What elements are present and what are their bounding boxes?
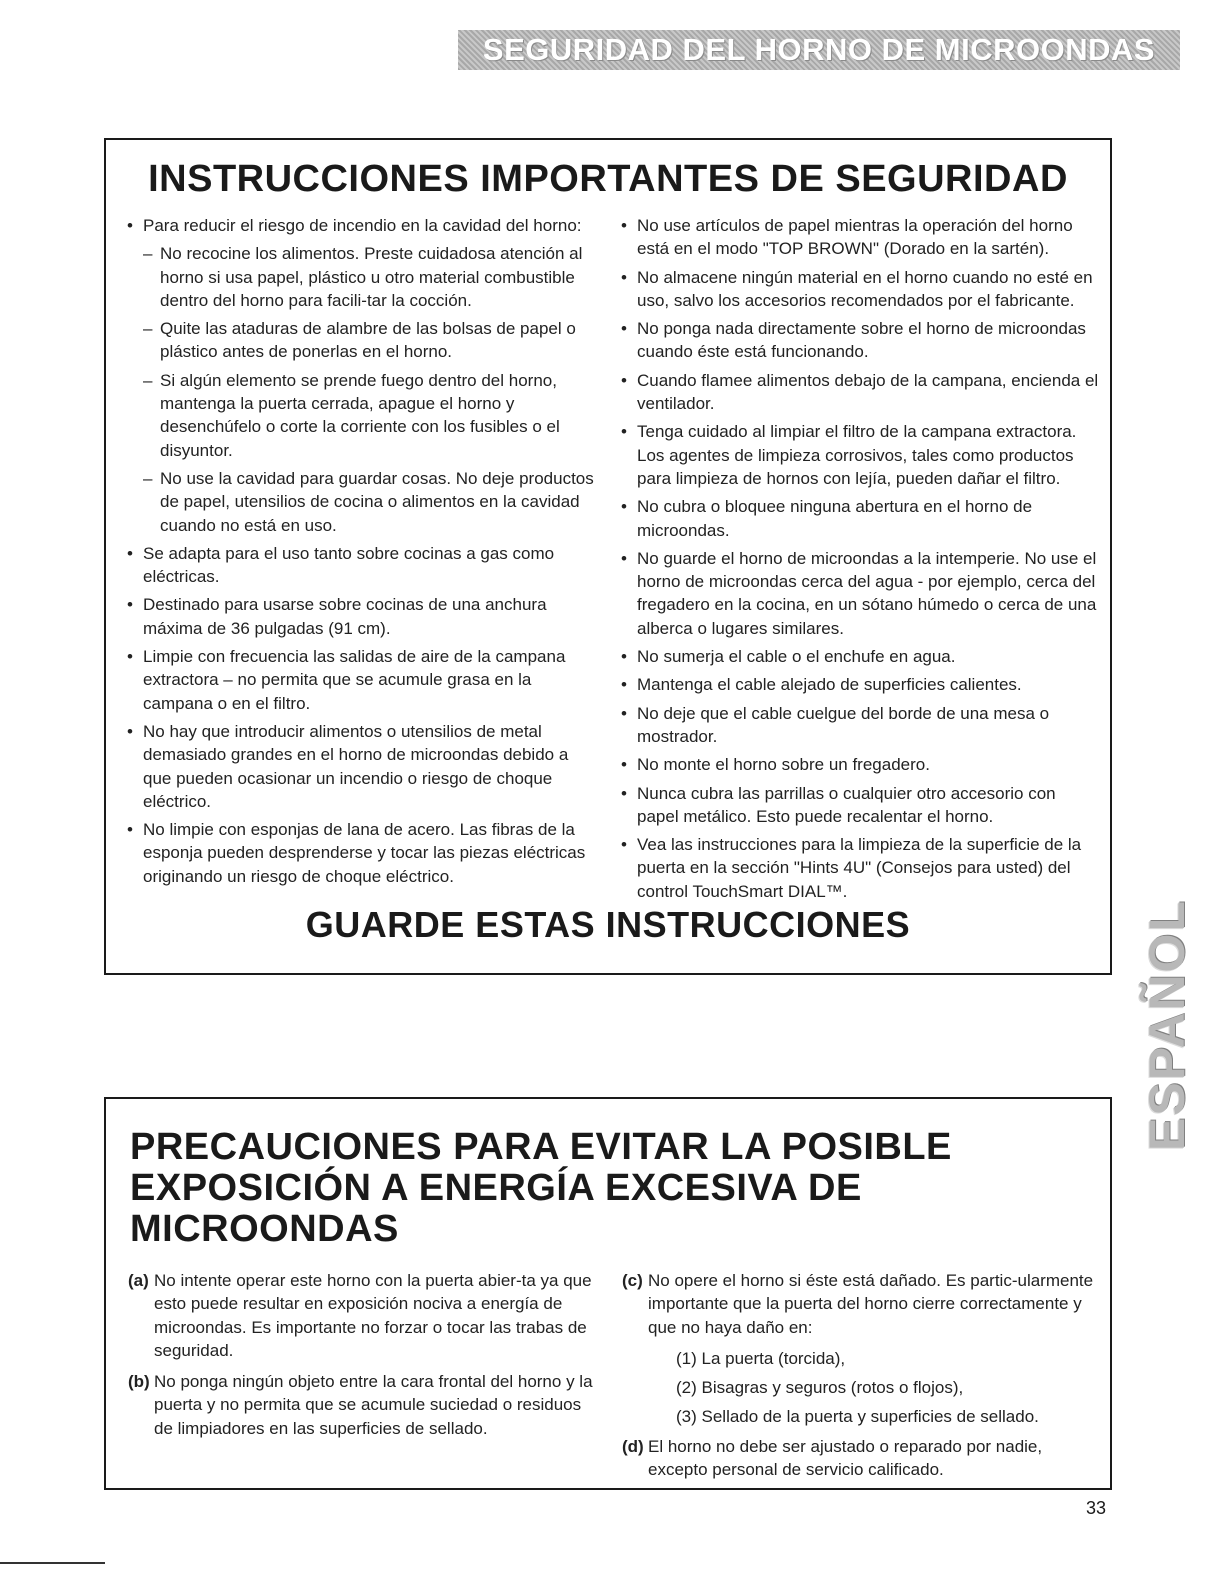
dash-item: – No use la cavidad para guardar cosas. No deje productos de papel, utensilios de cocina o alimentos en la cavidad cuando no está en uso.	[126, 467, 596, 537]
language-label: ESPAÑOL	[1139, 899, 1195, 1151]
item-text: No intente operar este horno con la puerta abier-ta ya que esto puede resultar en exposición nociva a energía de microondas. Es importante no forzar o tocar las trabas de seguridad.	[154, 1271, 592, 1360]
bullet-item: • Destinado para usarse sobre cocinas de una anchura máxima de 36 pulgadas (91 cm).	[126, 593, 596, 640]
bullet-item: • No cubra o bloquee ninguna abertura en el horno de microondas.	[620, 495, 1100, 542]
safety-instructions-box	[104, 138, 1112, 975]
bullet-item: • Limpie con frecuencia las salidas de aire de la campana extractora – no permita que se acumule grasa en la campana o en el filtro.	[126, 645, 596, 715]
bullet-item: • Nunca cubra las parrillas o cualquier otro accesorio con papel metálico. Esto puede recalentar el horno.	[620, 782, 1100, 829]
bullet-item: • No monte el horno sobre un fregadero.	[620, 753, 1100, 776]
sub-item: (2) Bisagras y seguros (rotos o flojos),	[676, 1378, 964, 1398]
item-letter: (b)	[128, 1372, 150, 1392]
bullet-item: • Tenga cuidado al limpiar el filtro de la campana extractora. Los agentes de limpieza corrosivos, tales como productos para limpieza de hornos con lejía, pueden dañar el filtro.	[620, 420, 1100, 490]
bullet-item: • No almacene ningún material en el horno cuando no esté en uso, salvo los accesorios recomendados por el fabricante.	[620, 266, 1100, 313]
item-letter: (a)	[128, 1271, 149, 1290]
sub-item: (1) La puerta (torcida),	[676, 1348, 846, 1368]
precautions-title-line: MICROONDAS	[130, 1208, 399, 1250]
language-side-tab	[1141, 900, 1193, 1150]
bullet-item: • Mantenga el cable alejado de superficies calientes.	[620, 673, 1100, 696]
bullet-item: • No use artículos de papel mientras la operación del horno está en el modo "TOP BROWN" (Dorado en la sartén).	[620, 214, 1100, 261]
bullet-item: • No sumerja el cable o el enchufe en agua.	[620, 645, 1100, 668]
save-instructions-footer: GUARDE ESTAS INSTRUCCIONES	[305, 904, 911, 945]
item-text: El horno no debe ser ajustado o reparado por nadie, excepto personal de servicio calificado.	[648, 1436, 1043, 1480]
precaution-item-a	[126, 1269, 596, 1362]
dash-item: – No recocine los alimentos. Preste cuidadosa atención al horno si usa papel, plástico u otro material combustible dentro del horno para facili-tar la cocción.	[126, 242, 596, 312]
precautions-box	[104, 1097, 1112, 1490]
bottom-divider	[0, 1562, 105, 1564]
bullet-item: • No limpie con esponjas de lana de acero. Las fibras de la esponja pueden desprenderse y tocar las piezas eléctricas originando un riesgo de choque eléctrico.	[126, 818, 596, 888]
bullet-item: • Para reducir el riesgo de incendio en la cavidad del horno:	[126, 214, 596, 237]
section-banner: SEGURIDAD DEL HORNO DE MICROONDAS	[458, 30, 1180, 70]
precaution-item-d	[620, 1435, 1100, 1482]
page-number: 33	[1086, 1498, 1107, 1518]
left-column	[126, 214, 596, 893]
item-letter: (c)	[622, 1271, 643, 1290]
precautions-left-column	[126, 1269, 596, 1448]
precautions-title	[130, 1127, 1030, 1250]
item-letter: (d)	[622, 1436, 644, 1456]
bullet-item: • No ponga nada directamente sobre el horno de microondas cuando éste está funcionando.	[620, 317, 1100, 364]
item-text: No ponga ningún objeto entre la cara frontal del horno y la puerta y no permita que se acumule suciedad o residuos de limpiadores en las superficies de sellado.	[154, 1372, 593, 1438]
precautions-title-line: EXPOSICIÓN A ENERGÍA EXCESIVA DE	[130, 1167, 862, 1209]
precaution-item-b	[126, 1370, 596, 1440]
precaution-item-c	[620, 1269, 1100, 1339]
dash-item: – Quite las ataduras de alambre de las bolsas de papel o plástico antes de ponerlas en el horno.	[126, 317, 596, 364]
bullet-item: • No guarde el horno de microondas a la intemperie. No use el horno de microondas cerca del agua - por ejemplo, cerca del fregadero en la cocina, en un sótano húmedo o cerca de una alberca o lugares similares.	[620, 547, 1100, 640]
precautions-right-column	[620, 1269, 1100, 1489]
safety-instructions-title: INSTRUCCIONES IMPORTANTES DE SEGURIDAD	[148, 158, 1068, 200]
bullet-item: • No hay que introducir alimentos o utensilios de metal demasiado grandes en el horno de microondas debido a que pueden ocasionar un incendio o riesgo de choque eléctrico.	[126, 720, 596, 813]
bullet-item: • Cuando flamee alimentos debajo de la campana, encienda el ventilador.	[620, 369, 1100, 416]
bullet-item: • Se adapta para el uso tanto sobre cocinas a gas como eléctricas.	[126, 542, 596, 589]
sub-item: (3) Sellado de la puerta y superficies de sellado.	[676, 1407, 1039, 1427]
right-column	[620, 214, 1100, 908]
item-text: No opere el horno si éste está dañado. Es partic-ularmente importante que la puerta del horno cierre correctamente y que no haya daño en:	[648, 1271, 1094, 1337]
dash-item: – Si algún elemento se prende fuego dentro del horno, mantenga la puerta cerrada, apague el horno y desenchúfelo o corte la corriente con los fusibles o el disyuntor.	[126, 369, 596, 462]
bullet-item: • Vea las instrucciones para la limpieza de la superficie de la puerta en la sección "Hints 4U" (Consejos para usted) del control TouchSmart DIAL™.	[620, 833, 1100, 903]
precautions-title-line: PRECAUCIONES PARA EVITAR LA POSIBLE	[130, 1126, 952, 1168]
bullet-item: • No deje que el cable cuelgue del borde de una mesa o mostrador.	[620, 702, 1100, 749]
